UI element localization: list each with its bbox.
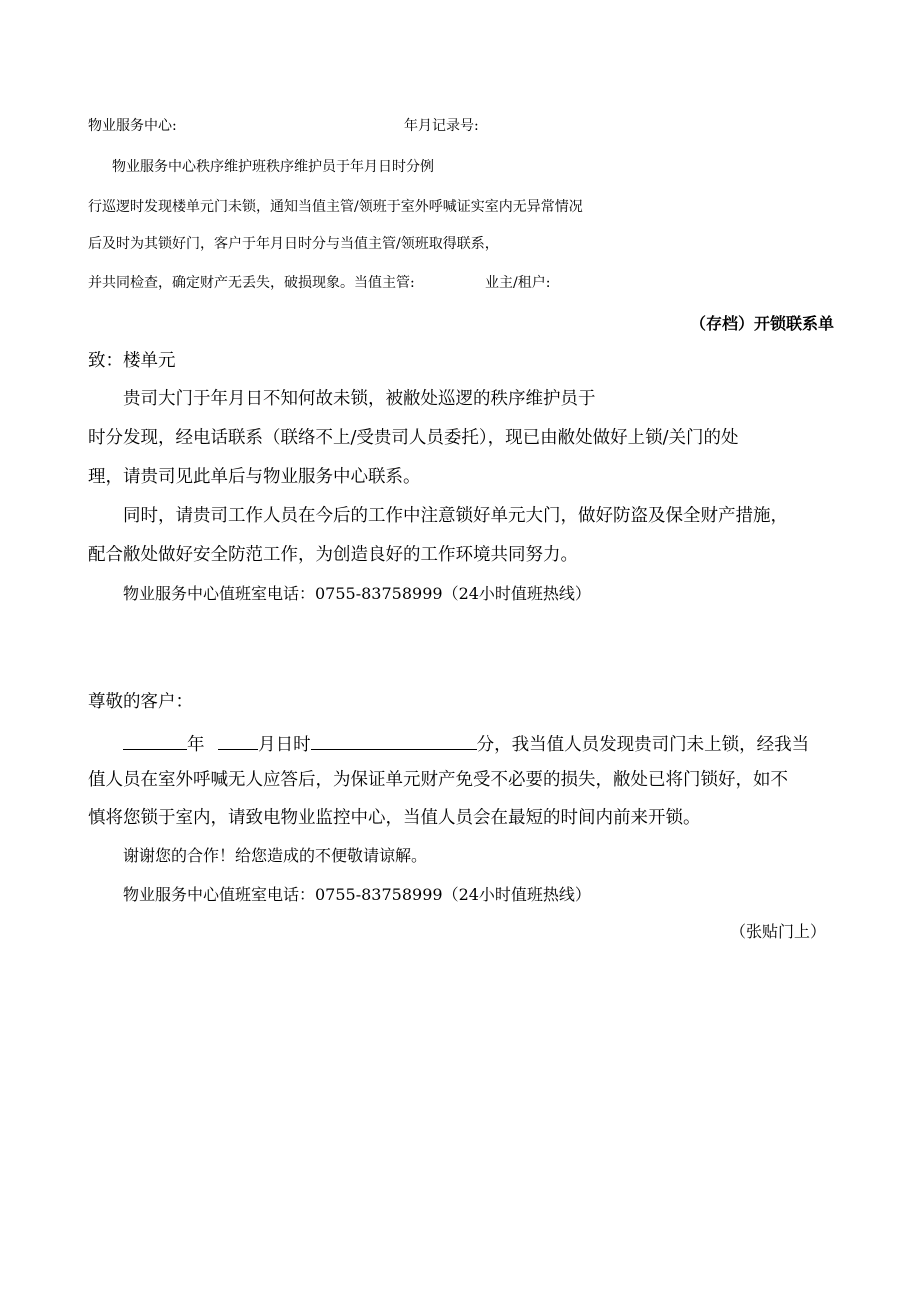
month-blank[interactable] — [218, 733, 258, 750]
notice-phone-line: 物业服务中心值班室电话：0755-83758999（24小时值班热线） — [123, 885, 591, 904]
year-label: 年 — [187, 735, 205, 755]
owner-tenant-label: 业主/租户: — [485, 275, 551, 291]
notice-line-3: 慎将您锁于室内，请致电物业监控中心，当值人员会在最短的时间内前来开锁。 — [88, 808, 701, 828]
archive-para1-line3: 理，请贵司见此单后与物业服务中心联系。 — [88, 467, 421, 487]
record-line-1: 物业服务中心秩序维护班秩序维护员于年月日时分例 — [112, 159, 434, 175]
record-number-label: 年月记录号: — [404, 118, 479, 134]
archive-para2-line2: 配合敝处做好安全防范工作，为创造良好的工作环境共同努力。 — [88, 545, 578, 565]
service-center-label: 物业服务中心: — [88, 118, 177, 134]
notice-line-2: 值人员在室外呼喊无人应答后，为保证单元财产免受不必要的损失，敝处已将门锁好，如不 — [88, 770, 788, 790]
record-line-3: 后及时为其锁好门，客户于年月日时分与当值主管/领班取得联系， — [88, 236, 499, 252]
archive-title: （存档）开锁联系单 — [689, 314, 834, 333]
record-line-2: 行巡逻时发现楼单元门未锁，通知当值主管/领班于室外呼喊证实室内无异常情况 — [88, 199, 583, 215]
notice-footer: （张贴门上） — [729, 922, 826, 941]
archive-para1-line1: 贵司大门于年月日不知何故未锁，被敝处巡逻的秩序维护员于 — [123, 389, 596, 409]
notice-line-1 — [123, 733, 809, 755]
notice-thanks: 谢谢您的合作！给您造成的不便敬请谅解。 — [123, 846, 428, 865]
year-blank[interactable] — [123, 733, 187, 750]
archive-para2-line1: 同时，请贵司工作人员在今后的工作中注意锁好单元大门，做好防盗及保全财产措施， — [123, 506, 788, 526]
notice-salutation: 尊敬的客户： — [88, 692, 193, 712]
record-line-4: 并共同检查，确定财产无丢失，破损现象。当值主管: — [88, 275, 415, 291]
minute-blank[interactable] — [311, 733, 477, 750]
archive-para1-line2: 时分发现，经电话联系（联络不上/受贵司人员委托），现已由敝处做好上锁/关门的处 — [88, 428, 739, 448]
archive-phone-line: 物业服务中心值班室电话：0755-83758999（24小时值班热线） — [123, 584, 591, 603]
recipient-line: 致：楼单元 — [88, 351, 176, 371]
date-time-label: 月日时 — [258, 735, 311, 755]
notice-line-1-rest: 分，我当值人员发现贵司门未上锁，经我当 — [476, 735, 810, 755]
